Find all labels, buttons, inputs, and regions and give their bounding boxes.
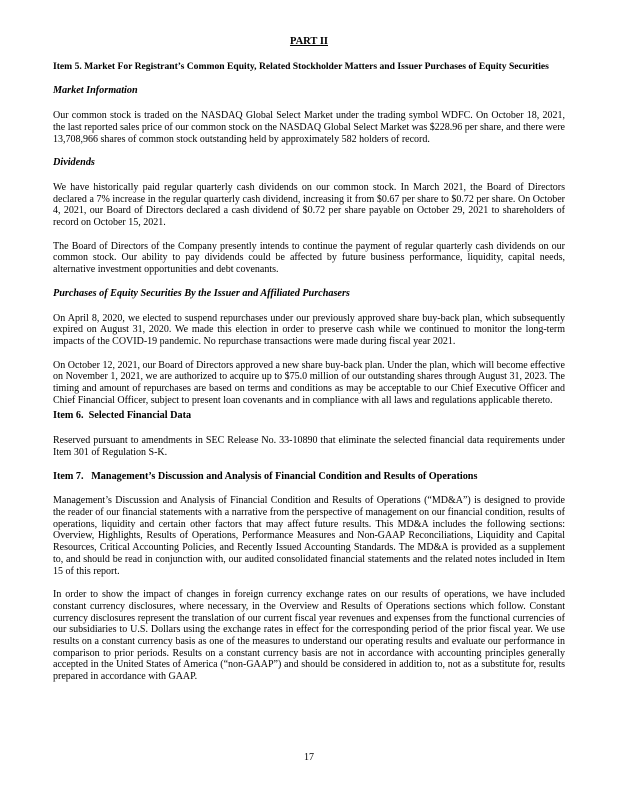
item5-heading: Item 5. Market For Registrant’s Common Equity, Related Stockholder Matters and Issuer Purchases of Equity Securities [53,60,549,72]
part-title: PART II [289,36,329,47]
purchases-paragraph-1: On April 8, 2020, we elected to suspend repurchases under our previously approved share buy-back plan, which subsequently expired on August 31, 2020. We made this election in order to preserve cash while we continued to monitor the long-term impacts of the COVID-19 pandemic. No repurchase transactions were made during fiscal year 2021. [53,312,565,347]
item6-paragraph: Reserved pursuant to amendments in SEC Release No. 33-10890 that eliminate the selected financial data requirements under Item 301 of Regulation S-K. [53,435,565,458]
market-information-heading: Market Information [53,85,138,97]
item7-paragraph-2: In order to show the impact of changes in foreign currency exchange rates on our results of operations, we have included constant currency disclosures, where necessary, in the Overview and Results of Operations sections which follow. Constant currency disclosures represent the translation of our current fiscal year revenues and expenses from the functional currencies of our subsidiaries to U.S. Dollars using the exchange rates in effect for the corresponding period of the prior fiscal year. We use results on a constant currency basis as one of the measures to understand our operating results and evaluate our performance in comparison to prior periods. Results on a constant currency basis are not in accordance with accounting principles generally accepted in the United States of America (“non-GAAP”) and should be considered in addition to, not as a substitute for, results prepared in accordance with GAAP. [53,589,565,683]
item7-paragraph-1: Management’s Discussion and Analysis of Financial Condition and Results of Operations (“MD&A”) is designed to provide the reader of our financial statements with a narrative from the perspective of management on our financial condition, results of operations, liquidity and certain other factors that may affect future results. This MD&A includes the following sections: Overview, Highlights, Results of Operations, Performance Measures and Non-GAAP Reconciliations, Liquidity and Capital Resources, Critical Accounting Policies, and Recently Issued Accounting Standards. The MD&A is provided as a supplement to, and should be read in conjunction with, our audited consolidated financial statements and the related notes included in Item 15 of this report. [53,495,565,577]
page-number: 17 [304,752,314,763]
purchases-paragraph-2: On October 12, 2021, our Board of Directors approved a new share buy-back plan. Under the plan, which will become effective on November 1, 2021, we are authorized to acquire up to $75.0 million of our outstanding shares through August 31, 2023. The timing and amount of repurchases are based on terms and conditions as may be acceptable to our Chief Executive Officer and Chief Financial Officer, subject to present loan covenants and in compliance with all laws and regulations applicable thereto. [53,359,565,406]
dividends-heading: Dividends [53,157,95,169]
item6-heading: Item 6. Selected Financial Data [53,410,192,422]
item7-heading: Item 7. Management’s Discussion and Analysis of Financial Condition and Results of Operations [53,470,478,482]
market-information-paragraph: Our common stock is traded on the NASDAQ Global Select Market under the trading symbol WDFC. On October 18, 2021, the last reported sales price of our common stock on the NASDAQ Global Select Market was $228.96 per share, and there were 13,708,966 shares of common stock outstanding held by approximately 582 holders of record. [53,110,565,145]
dividends-paragraph-2: The Board of Directors of the Company presently intends to continue the payment of regular quarterly cash dividends on our common stock. Our ability to pay dividends could be affected by future business performance, liquidity, capital needs, alternative investment opportunities and debt covenants. [53,240,565,276]
purchases-heading: Purchases of Equity Securities By the Issuer and Affiliated Purchasers [53,287,350,299]
dividends-paragraph-1: We have historically paid regular quarterly cash dividends on our common stock. In March 2021, the Board of Directors declared a 7% increase in the regular quarterly cash dividend, increasing it from $0.67 per share to $0.72 per share. On October 4, 2021, our Board of Directors declared a cash dividend of $0.72 per share payable on October 29, 2021 to shareholders of record on October 15, 2021. [53,181,565,229]
page-footer [0,752,618,764]
